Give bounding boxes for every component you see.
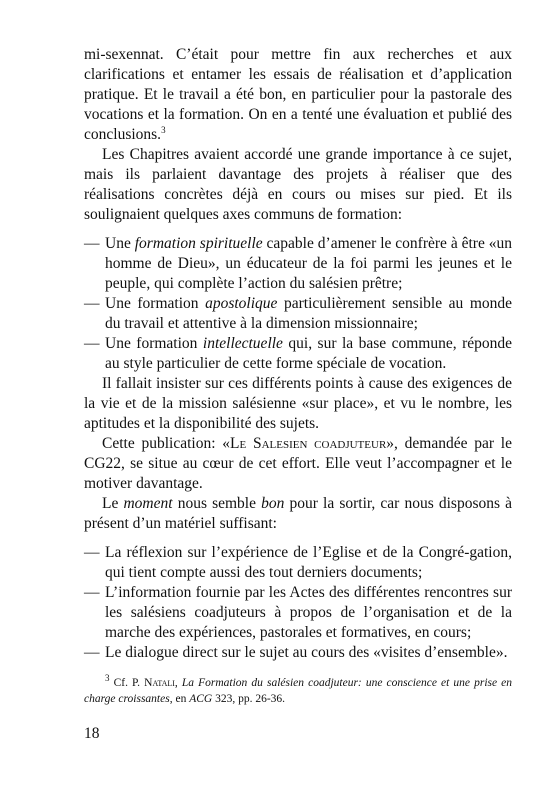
footnote-text: 323, pp. 26-36. [215,693,286,705]
paragraph-1 [84,45,512,145]
footnote: $^3$ Cf. P. Natali, La Formation du salésien coadjuteur: une conscience et une prise en charge croissantes, en ACG 323, pp. 26-36. [84,673,513,705]
list-item [84,543,512,583]
emphasis: moment [123,495,173,512]
list-item-text: L’information fournie par les Actes des différentes rencontres sur les salésiens coadjuteurs à propos de l’organisation et de la marche des expériences, pastorales et formatives, en cours; [105,584,512,641]
page-body [84,45,512,663]
footnote-title: La Formation du salésien coadjuteur: une conscience et une prise en charge croissantes [84,677,513,705]
dash-marker: — [84,235,100,252]
page-number: 18 [84,725,100,742]
list-item-text: particulièrement sensible au monde du travail et attentive à la dimension missionnaire; [105,295,513,332]
emphasis: bon [261,495,285,512]
publication-title: Le Salesien coadjuteur [230,435,387,452]
paragraph-4-text: Cette publication: « [102,435,231,452]
list-item-text: Une formation [105,335,198,352]
paragraph-5 [84,494,512,534]
dash-marker: — [84,544,100,561]
list-item-text: La réflexion sur l’expérience de l’Eglise et de la Congré-gation, qui tient compte aussi des tout derniers documents; [105,544,512,581]
list-item [84,583,512,643]
paragraph-3: Il fallait insister sur ces différents points à cause des exigences de la vie et de la mission salésienne «sur place», et vu le nombre, les aptitudes et la disponibilité des sujets. [84,375,512,432]
footnote-ref: 3 [161,124,166,135]
list-item [84,334,512,374]
author-name: Natali [144,677,175,689]
list-item-emphasis: intellectuelle [202,335,283,352]
list-item-text: capable d’amener le confrère à être «un homme de Dieu», un éducateur de la foi parmi les jeunes et le peuple, qui complète l’action du salésien prêtre; [105,235,512,292]
paragraph-1-text: mi-sexennat. C’était pour mettre fin aux recherches et aux clarifications et entamer les essais de réalisation et d’application pratique. Et le travail a été bon, en particulier pour la pastorale des vocations et la formation. On en a tenté une évaluation et publié des conclusions. [84,46,512,143]
list-item-text: qui, sur la base commune, réponde au style particulier de cette forme spéciale de vocation. [105,335,513,372]
materials-list [84,543,512,663]
footnote-abbrev: ACG [189,693,213,705]
list-item [84,234,512,294]
list-item-text: Une formation [105,295,199,312]
dash-marker: — [84,295,100,312]
list-item [84,294,512,334]
list-item-emphasis: formation spirituelle [134,235,263,252]
list-item-text: Une [105,235,131,252]
list-item-emphasis: apostolique [205,295,278,312]
dash-marker: — [84,335,100,352]
formation-list [84,234,512,374]
footnote-number: 3 [105,673,110,684]
list-item-text: Le dialogue direct sur le sujet au cours des «visites d’ensemble». [105,644,508,661]
paragraph-5-text: nous semble [177,495,256,512]
paragraph-5-text: pour la sortir, car nous disposons à présent d’un matériel suffisant: [84,495,513,532]
list-item [84,643,512,663]
dash-marker: — [84,644,100,661]
dash-marker: — [84,584,100,601]
paragraph-4-text: », demandée par le CG22, se situe au cœur de cet effort. Elle veut l’accompagner et le motiver davantage. [84,435,512,492]
paragraph-5-text: Le [102,495,119,512]
footnote-text: , en [169,693,187,705]
footnote-text: Cf. P. [113,677,141,689]
paragraph-2: Les Chapitres avaient accordé une grande importance à ce sujet, mais ils parlaient davantage des projets à réaliser que des réalisations concrètes déjà en cours ou mises sur pied. Et ils soulignaient quelques axes communs de formation: [84,146,512,223]
paragraph-4 [84,434,512,494]
